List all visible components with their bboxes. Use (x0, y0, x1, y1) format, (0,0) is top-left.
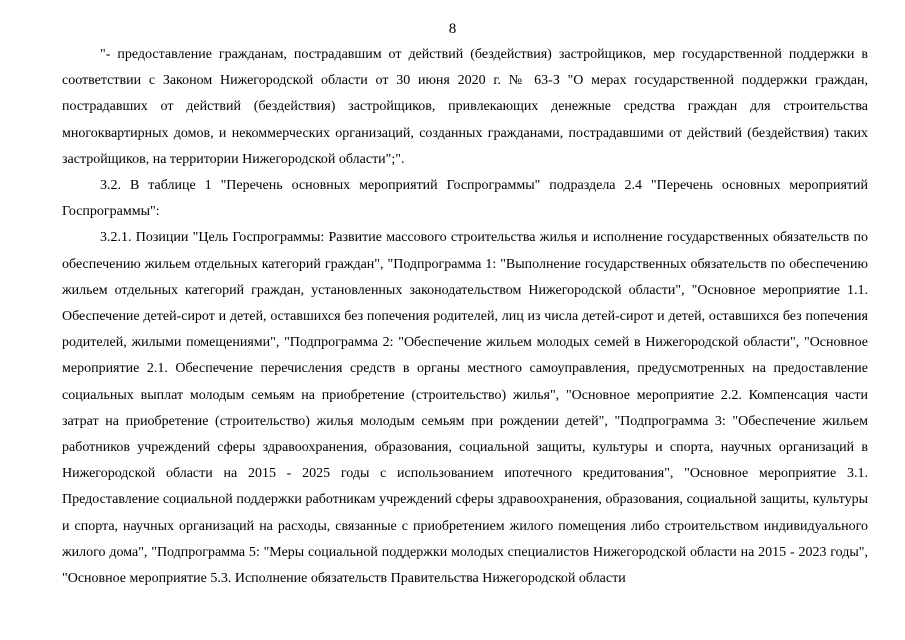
page-number: 8 (448, 21, 457, 37)
paragraph-table-1-intro: 3.2. В таблице 1 "Перечень основных мероприятий Госпрограммы" подраздела 2.4 "Перечень основных мероприятий Госпрограммы": (62, 178, 868, 220)
paragraph-social-support-clause: "- предоставление гражданам, пострадавшим от действий (бездействия) застройщиков, мер государственной поддержки в соответствии с Законом Нижегородской области от 30 июня 2020 г. № 63-З "О мерах государственной поддержки граждан, пострадавших от действий (бездействия) застройщиков, привлекающих денежные средства граждан для строительства многоквартирных домов, и некоммерческих организаций, созданных гражданами, пострадавшими от действий (бездействия) таких застройщиков, на территории Нижегородской области";". (62, 47, 868, 167)
paragraph-positions-list: 3.2.1. Позиции "Цель Госпрограммы: Развитие массового строительства жилья и исполнение государственных обязательств по обеспечению жильем отдельных категорий граждан", "Подпрограмма 1: "Выполнение государственных обязательств по обеспечению жильем отдельных категорий граждан, установленных законодательством Нижегородской области", "Основное мероприятие 1.1. Обеспечение детей-сирот и детей, оставшихся без попечения родителей, лиц из числа детей-сирот и детей, оставшихся без попечения родителей, жилыми помещениями", "Подпрограмма 2: "Обеспечение жильем молодых семей в Нижегородской области", "Основное мероприятие 2.1. Обеспечение перечисления средств в органы местного самоуправления, предусмотренных на предоставление социальных выплат молодым семьям на приобретение (строительство) жилья", "Основное мероприятие 2.2. Компенсация части затрат на приобретение (строительство) жилья молодым семьям при рождении детей", "Подпрограмма 3: "Обеспечение жильем работников учреждений сферы здравоохранения, образования, социальной защиты, культуры и спорта, научных организаций в Нижегородской области на 2015 - 2025 годы с использованием ипотечного кредитования", "Основное мероприятие 3.1. Предоставление социальной поддержки работникам учреждений сферы здравоохранения, образования, социальной защиты, культуры и спорта, научных организаций на расходы, связанные с приобретением жилого помещения либо строительством индивидуального жилого дома", "Подпрограмма 5: "Меры социальной поддержки молодых специалистов Нижегородской области на 2015 - 2023 годы", "Основное мероприятие 5.3. Исполнение обязательств Правительства Нижегородской области (62, 230, 868, 587)
document-body (62, 42, 868, 592)
